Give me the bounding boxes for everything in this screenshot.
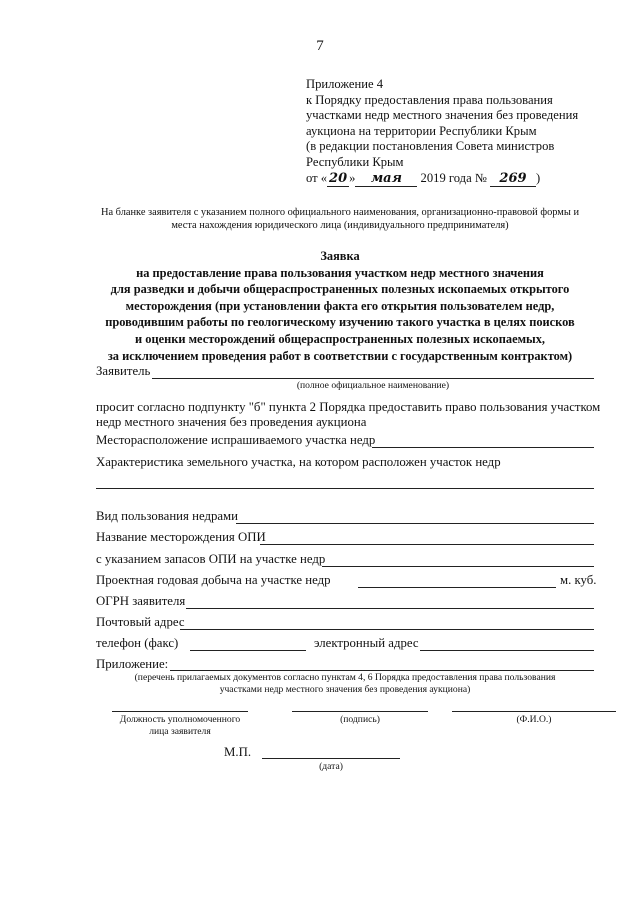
letterhead-note-line: На бланке заявителя с указанием полного официального наименования, организационно-правовой формы и bbox=[100, 207, 580, 218]
postal-label: Почтовый адрес bbox=[96, 615, 185, 629]
page-number: 7 bbox=[316, 38, 324, 54]
letterhead-note-line: места нахождения юридического лица (индивидуального предпринимателя) bbox=[171, 220, 509, 231]
email-label: электронный адрес bbox=[314, 636, 419, 650]
appendix-line: аукциона на территории Республики Крым bbox=[306, 123, 537, 138]
usage-field[interactable] bbox=[236, 523, 594, 524]
appendix-line: (в редакции постановления Совета министров bbox=[306, 139, 555, 154]
ogrn-field[interactable] bbox=[186, 608, 594, 609]
date-day: 20 bbox=[329, 170, 348, 186]
postal-field[interactable] bbox=[180, 629, 594, 630]
date-caption: (дата) bbox=[319, 761, 343, 772]
deposit-label: Название месторождения ОПИ bbox=[96, 530, 266, 544]
phone-label: телефон (факс) bbox=[96, 636, 179, 650]
land-label: Характеристика земельного участка, на котором расположен участок недр bbox=[96, 455, 501, 469]
title-line: месторождения (при установлении факта его открытия пользователем недр, bbox=[125, 298, 555, 313]
title-line: Заявка bbox=[320, 249, 360, 263]
date-year-text: 2019 года № bbox=[420, 170, 487, 185]
appendix-line: Приложение 4 bbox=[306, 77, 384, 91]
attachment-hint bbox=[96, 672, 594, 696]
appendix-date-line bbox=[306, 171, 606, 188]
title-line: для разведки и добычи общераспространенных полезных ископаемых открытого bbox=[110, 282, 570, 297]
usage-label: Вид пользования недрами bbox=[96, 509, 239, 523]
title-line: проводившим работы по геологическому изучению такого участка в целях поисков bbox=[105, 315, 575, 330]
date-line[interactable] bbox=[262, 758, 400, 759]
reserves-field[interactable] bbox=[322, 566, 594, 567]
applicant-label: Заявитель bbox=[96, 364, 151, 378]
letterhead-note bbox=[60, 206, 620, 232]
position-caption-line: лица заявителя bbox=[149, 726, 211, 737]
appendix-line: участками недр местного значения без проведения bbox=[306, 108, 579, 123]
appendix-line: к Порядку предоставления права пользования bbox=[306, 92, 553, 107]
appendix-line: Республики Крым bbox=[306, 154, 404, 169]
title-line: и оценки месторождений общераспространенных полезных ископаемых, bbox=[135, 331, 545, 346]
title-line: за исключением проведения работ в соответствии с государственным контрактом) bbox=[107, 348, 573, 363]
date-number: 269 bbox=[490, 171, 536, 188]
signature-caption: (подпись) bbox=[340, 714, 380, 725]
request-text-line: просит согласно подпункту "б" пункта 2 Порядка предоставить право пользования участком bbox=[96, 400, 601, 414]
fio-signature-line[interactable] bbox=[452, 711, 616, 712]
attachment-label: Приложение: bbox=[96, 657, 169, 671]
title-line: на предоставление права пользования участком недр местного значения bbox=[136, 265, 544, 280]
stamp-place-label: М.П. bbox=[224, 745, 252, 759]
phone-field[interactable] bbox=[190, 650, 306, 651]
applicant-hint: (полное официальное наименование) bbox=[296, 380, 450, 391]
date-month: мая bbox=[355, 171, 417, 188]
production-field[interactable] bbox=[358, 587, 556, 588]
email-field[interactable] bbox=[420, 650, 594, 651]
request-text-line: недр местного значения без проведения аукциона bbox=[96, 415, 367, 429]
date-sep: » bbox=[349, 170, 356, 185]
date-suffix: ) bbox=[536, 170, 541, 185]
application-title bbox=[60, 248, 620, 364]
attachment-hint-line: участками недр местного значения без проведения аукциона) bbox=[219, 684, 471, 695]
land-field[interactable] bbox=[96, 488, 594, 489]
deposit-field[interactable] bbox=[260, 544, 594, 545]
location-label: Месторасположение испрашиваемого участка недр bbox=[96, 433, 376, 447]
date-prefix: от « bbox=[306, 170, 328, 185]
attachment-hint-line: (перечень прилагаемых документов согласно пунктам 4, 6 Порядка предоставления права пользования bbox=[134, 672, 556, 683]
position-caption bbox=[106, 714, 254, 738]
production-unit: м. куб. bbox=[560, 573, 597, 587]
production-label: Проектная годовая добыча на участке недр bbox=[96, 573, 331, 587]
signature-line[interactable] bbox=[292, 711, 428, 712]
position-signature-line[interactable] bbox=[112, 711, 248, 712]
location-field[interactable] bbox=[372, 447, 594, 448]
reserves-label: с указанием запасов ОПИ на участке недр bbox=[96, 552, 326, 566]
position-caption-line: Должность уполномоченного bbox=[119, 714, 241, 725]
applicant-field[interactable] bbox=[152, 378, 594, 379]
fio-caption: (Ф.И.О.) bbox=[516, 714, 552, 725]
ogrn-label: ОГРН заявителя bbox=[96, 594, 186, 608]
attachment-field[interactable] bbox=[170, 670, 594, 671]
appendix-header bbox=[306, 77, 606, 187]
